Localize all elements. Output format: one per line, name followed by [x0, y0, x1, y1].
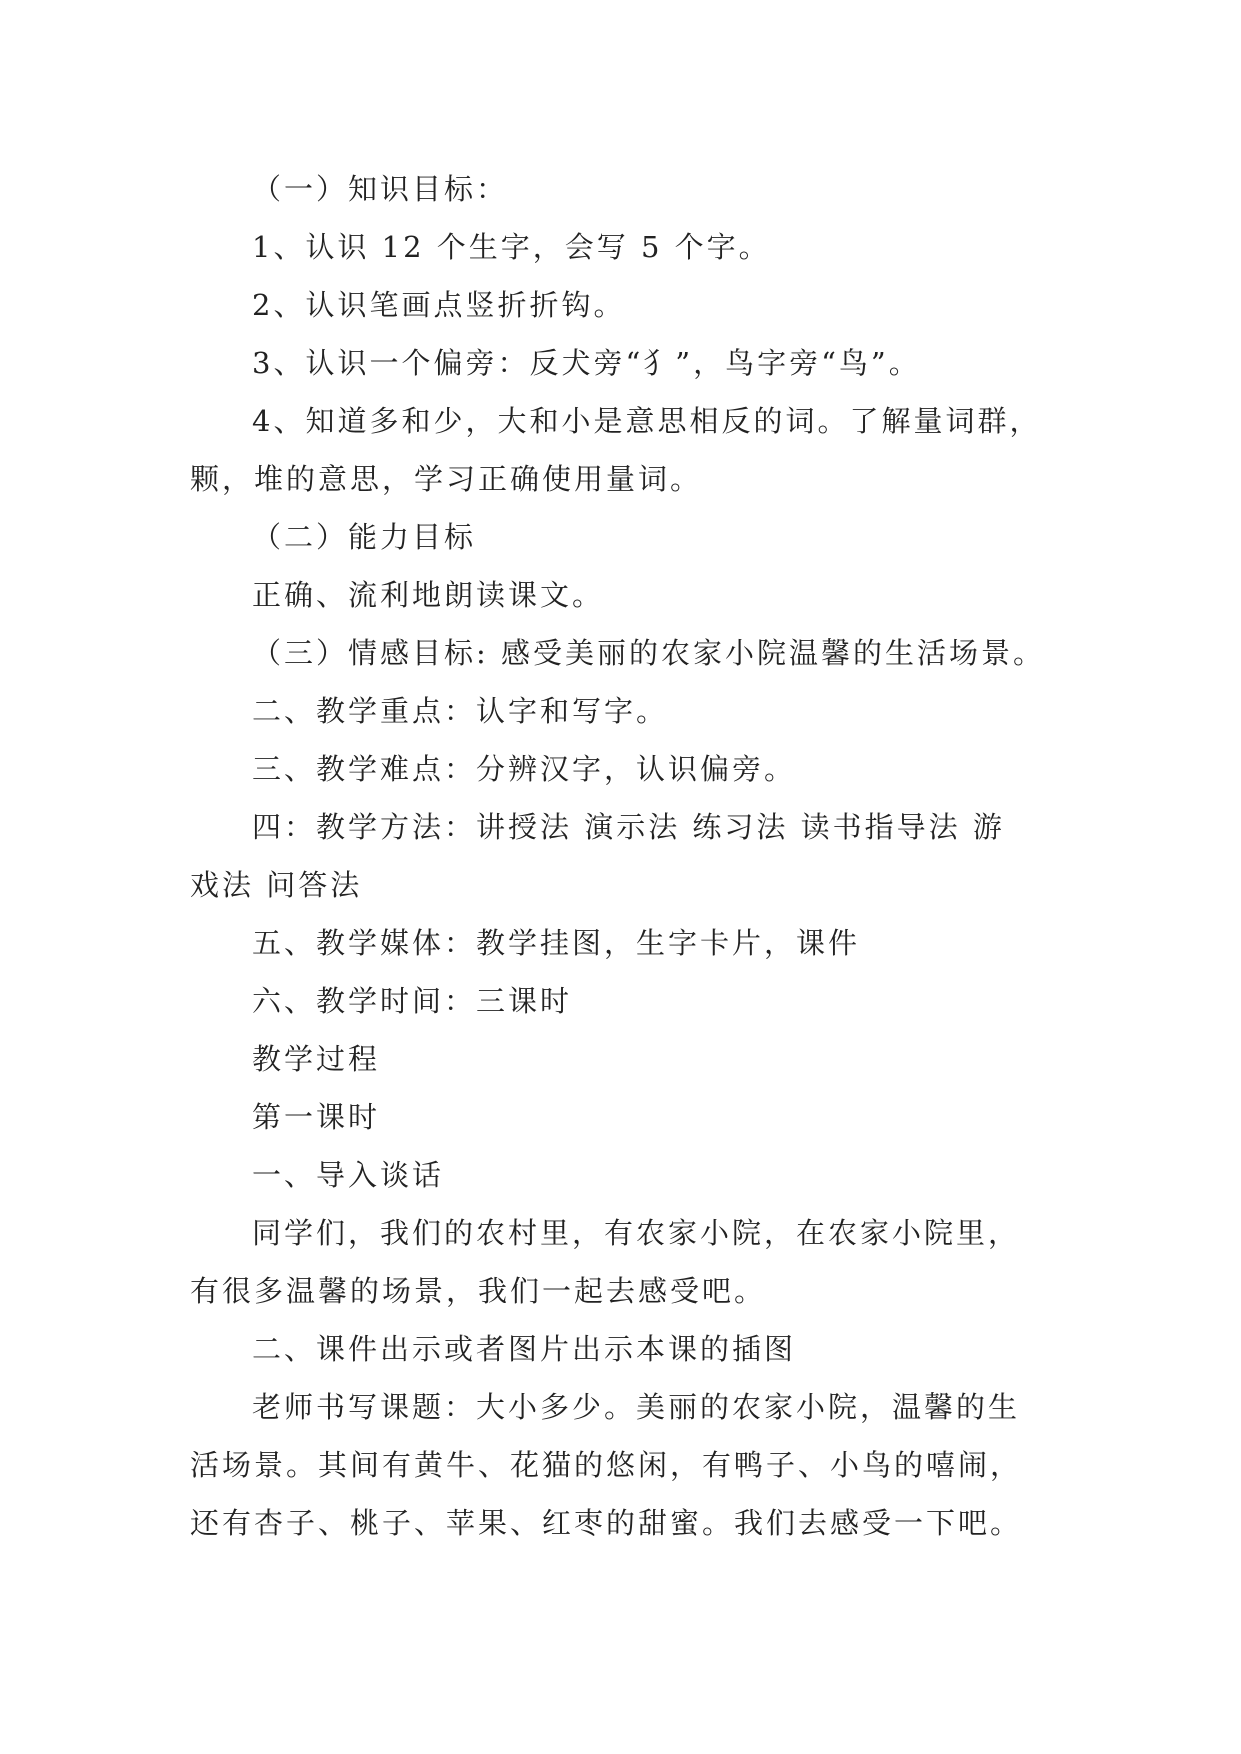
- intro-paragraph-line1: 同学们，我们的农村里，有农家小院，在农家小院里，: [252, 1216, 1021, 1250]
- teaching-difficulty: 三、教学难点：分辨汉字，认识偏旁。: [252, 752, 797, 786]
- heading-knowledge-goals: （一）知识目标：: [252, 172, 509, 206]
- teaching-methods-line2: 戏法 问答法: [190, 868, 363, 902]
- teaching-media: 五、教学媒体：教学挂图，生字卡片，课件: [252, 926, 861, 960]
- teaching-time: 六、教学时间：三课时: [252, 984, 573, 1018]
- heading-intro-talk: 一、导入谈话: [252, 1158, 445, 1192]
- title-paragraph-line1: 老师书写课题：大小多少。美丽的农家小院，温馨的生: [252, 1390, 1021, 1424]
- knowledge-goal-1: 1、认识 12 个生字，会写 5 个字。: [252, 230, 771, 264]
- knowledge-goal-3: 3、认识一个偏旁：反犬旁“犭”，鸟字旁“鸟”。: [252, 346, 921, 380]
- heading-first-lesson: 第一课时: [252, 1100, 381, 1134]
- document-page: [190, 160, 1070, 1552]
- title-paragraph-line3: 还有杏子、桃子、苹果、红枣的甜蜜。我们去感受一下吧。: [190, 1506, 1023, 1540]
- knowledge-goal-4-line2: 颗，堆的意思，学习正确使用量词。: [190, 462, 703, 496]
- teaching-focus: 二、教学重点：认字和写字。: [252, 694, 669, 728]
- teaching-methods-line1: 四：教学方法：讲授法 演示法 练习法 读书指导法 游: [252, 810, 1005, 844]
- ability-goal: 正确、流利地朗读课文。: [252, 578, 605, 612]
- intro-paragraph-line2: 有很多温馨的场景，我们一起去感受吧。: [190, 1274, 767, 1308]
- emotion-goal: （三）情感目标: 感受美丽的农家小院温馨的生活场景。: [252, 636, 1045, 670]
- knowledge-goal-4-line1: 4、知道多和少，大和小是意思相反的词。了解量词群，: [252, 404, 1042, 438]
- title-paragraph-line2: 活场景。其间有黄牛、花猫的悠闲，有鸭子、小鸟的嘻闹，: [190, 1448, 1023, 1482]
- knowledge-goal-2: 2、认识笔画点竖折折钩。: [252, 288, 626, 322]
- heading-teaching-process: 教学过程: [252, 1042, 381, 1076]
- heading-ability-goals: （二）能力目标: [252, 520, 477, 554]
- heading-show-illustration: 二、课件出示或者图片出示本课的插图: [252, 1332, 797, 1366]
